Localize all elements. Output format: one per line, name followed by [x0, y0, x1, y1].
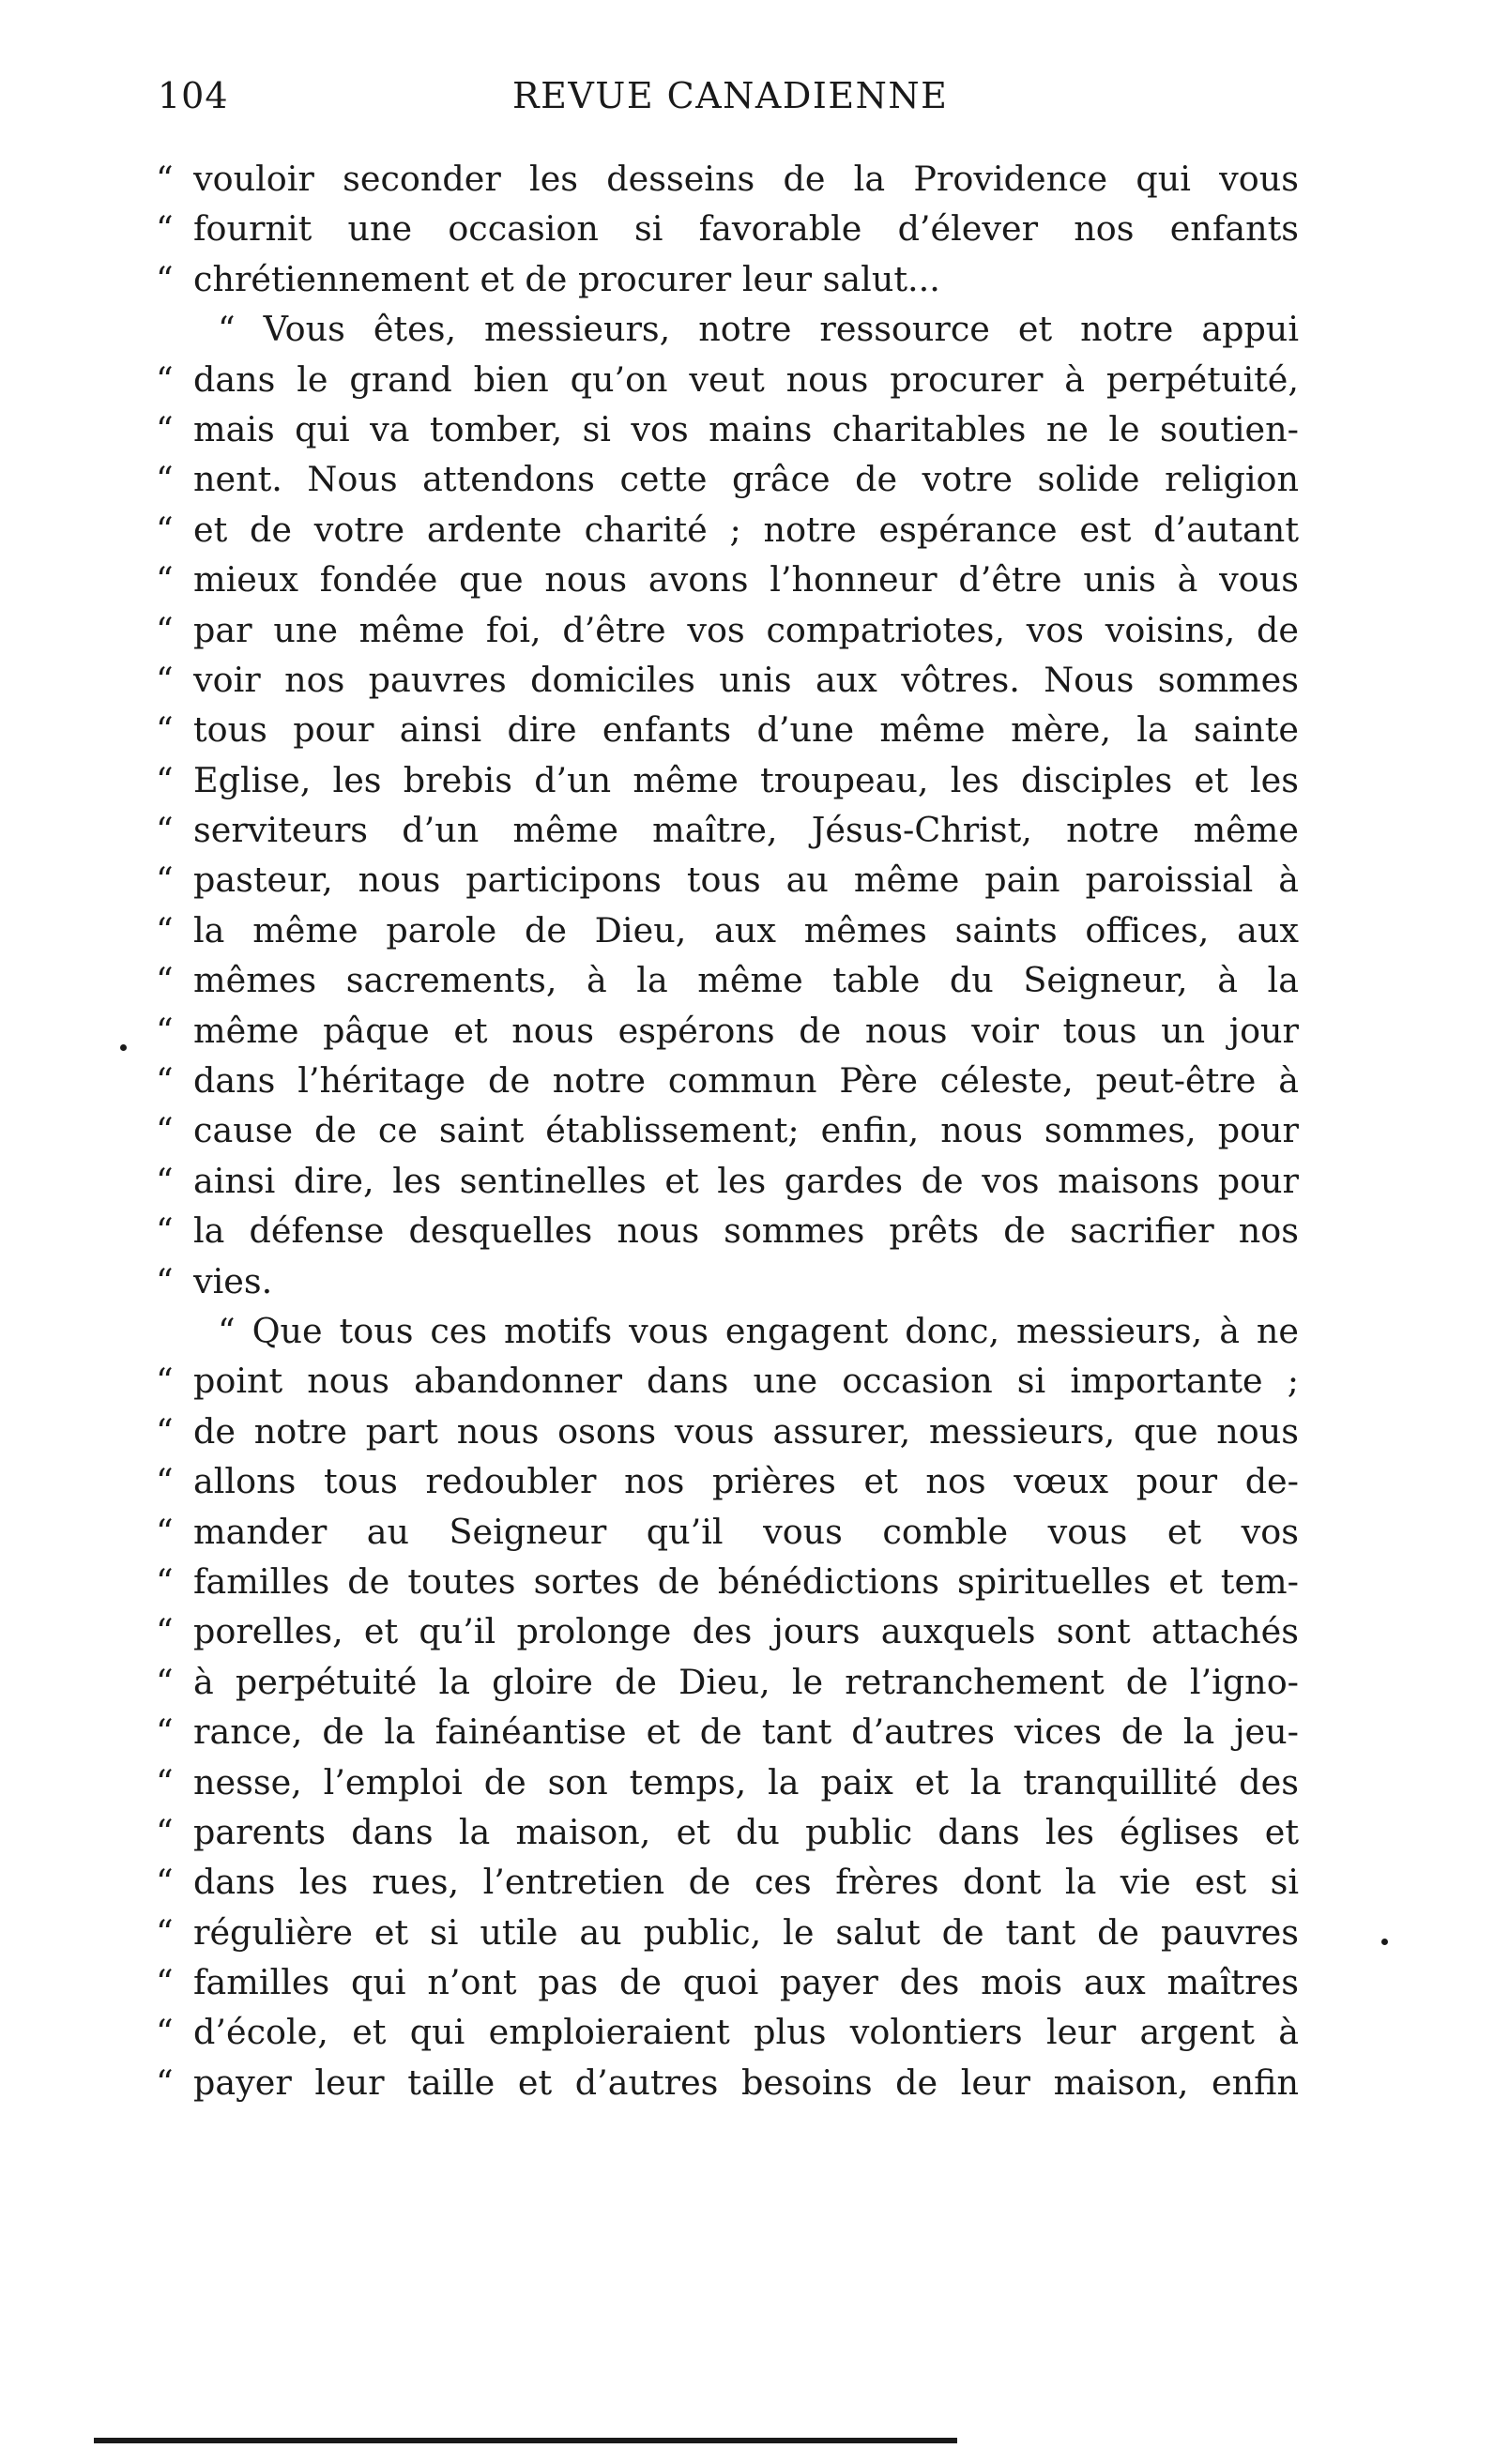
- quote-mark: “: [156, 2061, 174, 2103]
- quote-mark: “: [156, 1410, 174, 1452]
- page-header: [158, 75, 1295, 131]
- quote-mark: “: [156, 859, 174, 901]
- line-text: familles qui n’ont pas de quoi payer des mois aux maîtres: [193, 1962, 1299, 2003]
- text-line: [156, 1957, 1299, 2007]
- text-line: [156, 1807, 1299, 1857]
- line-text: allons tous redoubler nos prières et nos vœux pour de-: [193, 1461, 1299, 1502]
- text-line: [156, 404, 1299, 454]
- quote-mark: “: [156, 509, 174, 550]
- quote-mark: “: [156, 1711, 174, 1753]
- quote-mark: “: [156, 1210, 174, 1252]
- quote-mark: “: [156, 1811, 174, 1852]
- line-text: de notre part nous osons vous assurer, messieurs, que nous: [193, 1410, 1299, 1452]
- quote-mark: “: [156, 1862, 174, 1903]
- quote-mark: “: [156, 159, 174, 199]
- text-line: [156, 1606, 1299, 1656]
- text-line: [156, 204, 1299, 253]
- line-text: mais qui va tomber, si vos mains charitables ne le soutien-: [193, 408, 1299, 449]
- line-text: serviteurs d’un même maître, Jésus-Christ, notre même: [193, 810, 1299, 851]
- text-line: [156, 1206, 1299, 1255]
- quote-mark: “: [156, 709, 174, 751]
- line-text: pasteur, nous participons tous au même pain paroissial à: [193, 859, 1299, 901]
- text-line: [156, 454, 1299, 504]
- line-text: cause de ce saint établissement; enfin, nous sommes, pour: [193, 1110, 1299, 1151]
- text-line: [156, 1757, 1299, 1807]
- line-text: fournit une occasion si favorable d’élever nos enfants: [193, 208, 1299, 250]
- running-head: REVUE CANADIENNE: [512, 75, 949, 116]
- quote-mark: “: [156, 1110, 174, 1151]
- bottom-rule: [94, 2438, 957, 2443]
- text-line: [156, 1056, 1299, 1105]
- quote-mark: “: [156, 659, 174, 700]
- quote-mark: “: [156, 1761, 174, 1802]
- line-text: tous pour ainsi dire enfants d’une même mère, la sainte: [193, 709, 1299, 751]
- line-text: payer leur taille et d’autres besoins de leur maison, enfin: [193, 2061, 1299, 2103]
- text-line: [156, 1006, 1299, 1056]
- quote-mark: “: [156, 759, 174, 800]
- margin-speck: [120, 1044, 127, 1051]
- line-text: chrétiennement et de procurer leur salut...: [193, 258, 940, 299]
- text-line: [156, 1407, 1299, 1456]
- text-line: [156, 705, 1299, 754]
- text-line: [156, 1557, 1299, 1606]
- quote-mark: “: [156, 1060, 174, 1102]
- quote-mark: “: [156, 1611, 174, 1652]
- text-line: [156, 1908, 1299, 1957]
- text-line: [156, 955, 1299, 1005]
- quote-mark: “: [156, 1911, 174, 1953]
- quote-mark: “: [156, 1962, 174, 2003]
- line-text: la même parole de Dieu, aux mêmes saints offices, aux: [193, 909, 1299, 951]
- text-line: [156, 154, 1299, 204]
- page-number: 104: [158, 75, 229, 116]
- line-text: par une même foi, d’être vos compatriotes, vos voisins, de: [193, 609, 1299, 650]
- body-text: [156, 154, 1299, 2107]
- line-text: mêmes sacrements, à la même table du Seigneur, à la: [193, 960, 1299, 1001]
- quote-mark: “: [156, 2012, 174, 2053]
- text-line: [156, 855, 1299, 905]
- paragraph-first-line: [156, 304, 1299, 354]
- quote-mark: “: [156, 1010, 174, 1051]
- quote-mark: “: [156, 1661, 174, 1702]
- line-text: mander au Seigneur qu’il vous comble vous et vos: [193, 1511, 1299, 1552]
- quote-mark: “: [156, 810, 174, 851]
- line-text: porelles, et qu’il prolonge des jours auxquels sont attachés: [193, 1611, 1299, 1652]
- text-line: [156, 505, 1299, 555]
- text-line: [156, 555, 1299, 604]
- text-line: [156, 1156, 1299, 1206]
- quote-mark: “: [156, 1461, 174, 1502]
- text-line: [156, 254, 1299, 304]
- text-line: [156, 1657, 1299, 1707]
- line-text: dans le grand bien qu’on veut nous procurer à perpétuité,: [193, 358, 1299, 400]
- quote-mark: “: [156, 909, 174, 951]
- text-line: [156, 1707, 1299, 1757]
- text-line: [156, 1507, 1299, 1557]
- quote-mark: “: [156, 208, 174, 250]
- quote-mark: “: [156, 1160, 174, 1201]
- line-text: vouloir seconder les desseins de la Providence qui vous: [193, 159, 1299, 199]
- text-line: [156, 905, 1299, 955]
- line-text: voir nos pauvres domiciles unis aux vôtres. Nous sommes: [193, 659, 1299, 700]
- text-line: [156, 2007, 1299, 2057]
- paragraph-first-line: [156, 1306, 1299, 1356]
- text-line: [156, 1857, 1299, 1907]
- line-text: nesse, l’emploi de son temps, la paix et la tranquillité des: [193, 1761, 1299, 1802]
- line-text: ainsi dire, les sentinelles et les gardes de vos maisons pour: [193, 1160, 1299, 1201]
- text-line: [156, 755, 1299, 805]
- line-text: dans l’héritage de notre commun Père céleste, peut-être à: [193, 1060, 1299, 1102]
- line-text: parents dans la maison, et du public dans les églises et: [193, 1811, 1299, 1852]
- quote-mark: “: [156, 358, 174, 400]
- quote-mark: “: [156, 258, 174, 299]
- line-text: d’école, et qui emploieraient plus volontiers leur argent à: [193, 2012, 1299, 2053]
- margin-speck: [1381, 1939, 1388, 1945]
- line-text: “ Vous êtes, messieurs, notre ressource et notre appui: [218, 309, 1299, 350]
- line-text: nent. Nous attendons cette grâce de votre solide religion: [193, 459, 1299, 500]
- text-line: [156, 1356, 1299, 1406]
- quote-mark: “: [156, 1361, 174, 1402]
- line-text: dans les rues, l’entretien de ces frères dont la vie est si: [193, 1862, 1299, 1903]
- line-text: familles de toutes sortes de bénédictions spirituelles et tem-: [193, 1560, 1299, 1602]
- line-text: “ Que tous ces motifs vous engagent donc, messieurs, à ne: [218, 1310, 1299, 1351]
- text-line: [156, 605, 1299, 655]
- quote-mark: “: [156, 459, 174, 500]
- text-line: [156, 655, 1299, 705]
- line-text: mieux fondée que nous avons l’honneur d’être unis à vous: [193, 559, 1299, 601]
- line-text: à perpétuité la gloire de Dieu, le retranchement de l’igno-: [193, 1661, 1299, 1702]
- text-line: [156, 355, 1299, 404]
- text-line: [156, 2058, 1299, 2107]
- quote-mark: “: [156, 408, 174, 449]
- line-text: régulière et si utile au public, le salut de tant de pauvres: [193, 1911, 1299, 1953]
- line-text: la défense desquelles nous sommes prêts de sacrifier nos: [193, 1210, 1299, 1252]
- quote-mark: “: [156, 1511, 174, 1552]
- quote-mark: “: [156, 1260, 174, 1301]
- quote-mark: “: [156, 609, 174, 650]
- quote-mark: “: [156, 559, 174, 601]
- line-text: Eglise, les brebis d’un même troupeau, les disciples et les: [193, 759, 1299, 800]
- line-text: point nous abandonner dans une occasion si importante ;: [193, 1361, 1299, 1402]
- line-text: même pâque et nous espérons de nous voir tous un jour: [193, 1010, 1299, 1051]
- line-text: rance, de la fainéantise et de tant d’autres vices de la jeu-: [193, 1711, 1299, 1753]
- text-line: [156, 1256, 1299, 1306]
- line-text: et de votre ardente charité ; notre espérance est d’autant: [193, 509, 1299, 550]
- quote-mark: “: [156, 960, 174, 1001]
- quote-mark: “: [156, 1560, 174, 1602]
- text-line: [156, 805, 1299, 855]
- line-text: vies.: [193, 1260, 273, 1301]
- text-line: [156, 1456, 1299, 1506]
- text-line: [156, 1105, 1299, 1155]
